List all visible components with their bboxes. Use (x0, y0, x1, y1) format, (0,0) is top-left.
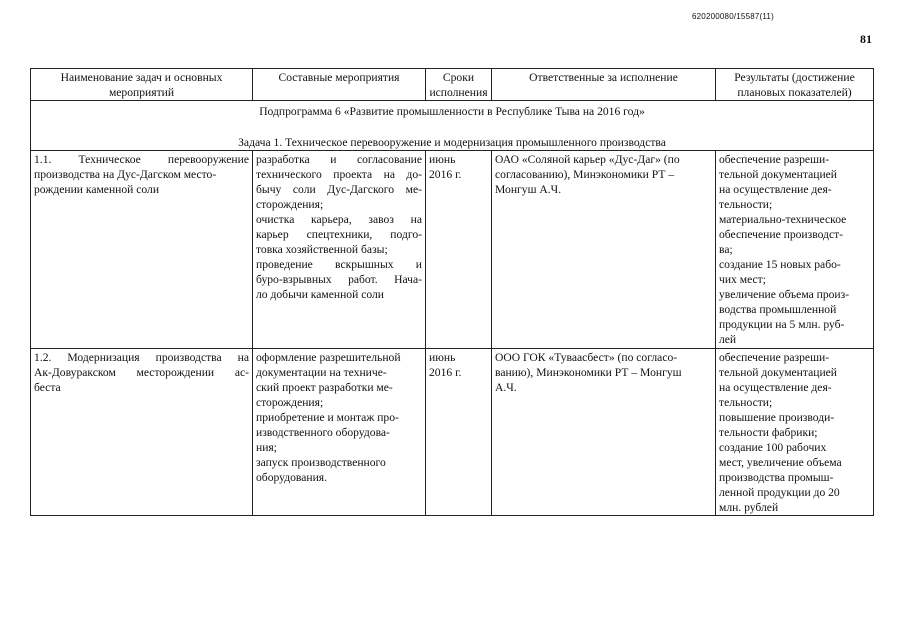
header-task-name: Наименование задач и основных мероприятий (31, 69, 253, 101)
document-code: 620200080/15587(11) (692, 12, 774, 21)
table-row (31, 349, 874, 516)
measures-cell: оформление разрешительной документации на техниче- ский проект разработки ме- сторождения; приобретение и монтаж про- изводственного оборудова- ния; запуск производственного оборудования. (253, 349, 426, 516)
results-cell: обеспечение разреши- тельной документацией на осуществление дея- тельности; материально-техническое обеспечение производст- ва; создание 15 новых рабо- чих мест; увеличение объема произ- водства промышленной продукции на 5 млн. руб- лей (716, 151, 874, 349)
table-row (31, 151, 874, 349)
term-cell: июнь 2016 г. (426, 151, 492, 349)
subprogram-row (31, 101, 874, 151)
term-cell: июнь 2016 г. (426, 349, 492, 516)
header-responsible: Ответственные за исполнение (492, 69, 716, 101)
page-number: 81 (860, 32, 872, 46)
header-terms: Сроки исполнения (426, 69, 492, 101)
task-title: Задача 1. Техническое перевооружение и модернизация промышленного производства (238, 136, 666, 149)
subprogram-title: Подпрограмма 6 «Развитие промышленности в Республике Тыва на 2016 год» (259, 105, 645, 118)
responsible-cell: ООО ГОК «Туваасбест» (по согласо- ванию), Минэкономики РТ – Монгуш А.Ч. (492, 349, 716, 516)
table-header-row (31, 69, 874, 101)
results-cell: обеспечение разреши- тельной документацией на осуществление дея- тельности; повышение производи- тельности фабрики; создание 100 рабочих мест, увеличение объема производства промыш- ленной продукции до 20 млн. рублей (716, 349, 874, 516)
header-measures: Составные мероприятия (253, 69, 426, 101)
header-results: Результаты (достижение плановых показателей) (716, 69, 874, 101)
task-name-cell: 1.1. Техническое перевооружение производства на Дус-Дагском место- рождении каменной соли (31, 151, 253, 349)
responsible-cell: ОАО «Соляной карьер «Дус-Даг» (по согласованию), Минэкономики РТ – Монгуш А.Ч. (492, 151, 716, 349)
measures-cell: разработка и согласование технического проекта на до- бычу соли Дус-Дагского ме- сторождения; очистка карьера, завоз на карьер спецтехники, подго- товка хозяйственной базы; проведение вскрышных и буро-взрывных работ. Нача- ло добычи каменной соли (253, 151, 426, 349)
task-name-cell: 1.2. Модернизация производства на Ак-Довуракском месторождении ас- беста (31, 349, 253, 516)
program-table (30, 68, 874, 516)
